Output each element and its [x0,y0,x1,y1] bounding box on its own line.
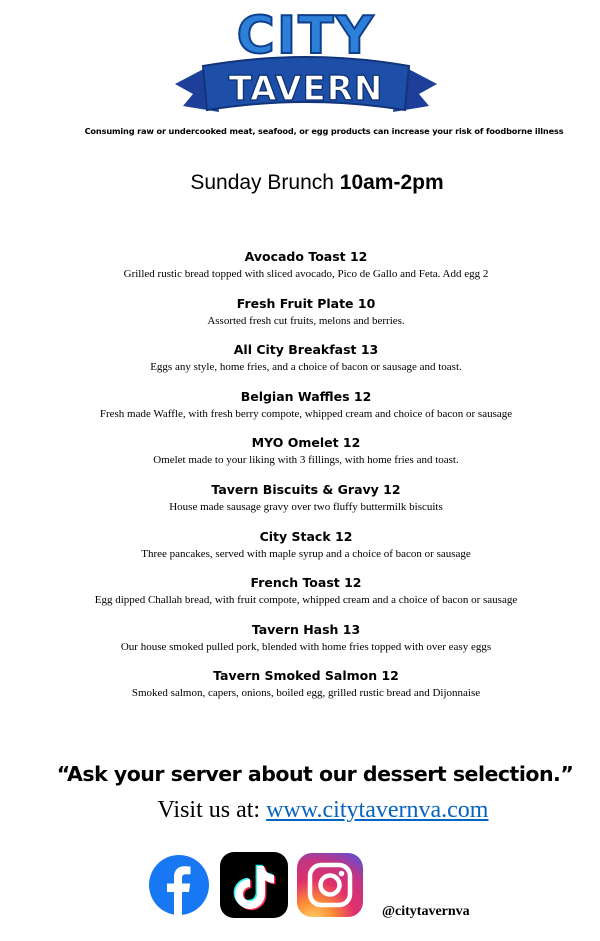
menu-item-description: Grilled rustic bread topped with sliced avocado, Pico de Gallo and Feta. Add egg 2 [123,268,489,280]
menu-item-description: House made sausage gravy over two fluffy buttermilk biscuits [169,500,443,513]
menu-item-description: Eggs any style, home fries, and a choice of bacon or sausage and toast. [150,361,462,374]
website-link[interactable]: www.citytavernva.com [266,797,489,823]
menu-item-description: Fresh made Waffle, with fresh berry compote, whipped cream and choice of bacon or sausage [99,407,513,420]
menu-item [0,528,600,575]
page-title [0,171,600,195]
menu-item-name: MYO Omelet 12 [251,435,361,451]
social-handle: @citytavernva [382,904,470,919]
facebook-icon[interactable] [148,854,210,916]
logo-city-text: CITY [236,6,376,66]
menu-item [0,388,600,435]
menu-item [0,341,600,388]
menu-item [0,574,600,621]
menu-item [0,667,600,714]
menu-item-name: Fresh Fruit Plate 10 [236,295,376,311]
menu-item-description: Our house smoked pulled pork, blended with home fries topped with over easy eggs [120,640,492,653]
menu-item-description: Three pancakes, served with maple syrup and a choice of bacon or sausage [141,547,471,560]
menu-list [0,248,600,714]
menu-item-name: Tavern Hash 13 [251,621,361,637]
dessert-note: “Ask your server about our dessert selection.” [56,762,574,786]
tiktok-icon[interactable] [220,852,288,918]
logo-graphic [175,6,437,122]
title-text: Sunday Brunch [190,171,340,194]
menu-item-name: All City Breakfast 13 [233,342,379,358]
menu-item [0,248,600,295]
menu-item-name: French Toast 12 [250,575,362,591]
city-tavern-logo [175,6,437,122]
food-safety-warning: Consuming raw or undercooked meat, seafood, or egg products can increase your risk of foodborne illness [84,126,564,136]
menu-item-name: Avocado Toast 12 [244,249,368,264]
menu-item-description: Omelet made to your liking with 3 fillings, with home fries and toast. [153,454,459,467]
menu-item-name: Tavern Biscuits & Gravy 12 [211,481,401,497]
menu-item [0,295,600,342]
menu-item-description: Smoked salmon, capers, onions, boiled egg, grilled rustic bread and Dijonnaise [131,687,481,700]
menu-item-description: Assorted fresh cut fruits, melons and berries. [207,314,405,327]
menu-item-name: Belgian Waffles 12 [240,388,372,404]
visit-prefix: Visit us at: [157,797,267,823]
visit-line [0,797,600,824]
menu-item-name: Tavern Smoked Salmon 12 [213,668,399,684]
menu-item-description: Egg dipped Challah bread, with fruit compote, whipped cream and a choice of bacon or sausage [94,594,518,607]
instagram-icon[interactable] [297,853,363,917]
menu-item [0,434,600,481]
menu-item-name: City Stack 12 [259,528,353,544]
menu-item [0,481,600,528]
menu-item [0,621,600,668]
logo-tavern-text: TAVERN [228,69,384,109]
brunch-hours: 10am-2pm [339,171,444,194]
